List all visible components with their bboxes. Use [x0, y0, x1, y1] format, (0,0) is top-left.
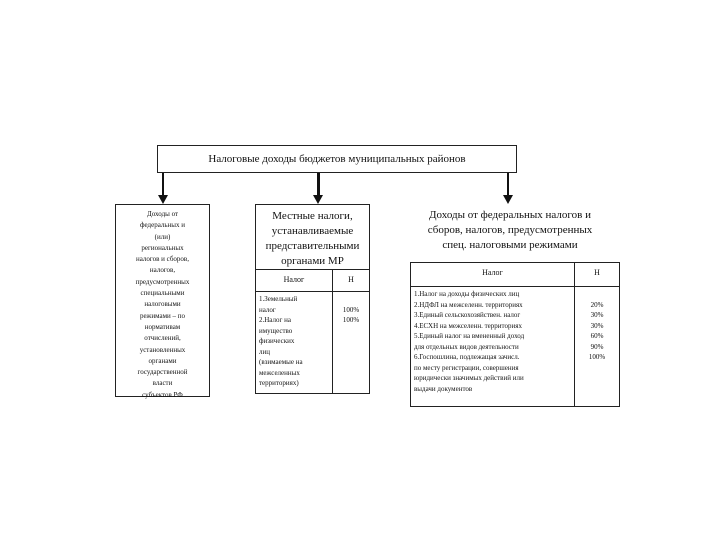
left-line: установленных [139, 345, 186, 354]
right-n-value [575, 289, 619, 300]
left-line: органами [148, 356, 177, 365]
left-box [115, 204, 210, 397]
middle-tax-line: межселенных [259, 368, 300, 377]
right-n-value: 60% [590, 332, 604, 340]
middle-tax-line: лиц [259, 347, 270, 356]
right-tax-line: выдачи документов [414, 384, 473, 393]
middle-tax-line: 1.Земельный [259, 295, 298, 303]
right-tax-line: по месту регистрации, совершения [414, 363, 519, 372]
arrow-middle [313, 195, 323, 204]
right-tax-line: 5.Единый налог на вмененный доход [414, 332, 525, 340]
right-tax-list [411, 287, 575, 406]
middle-tax-line: физических [259, 337, 295, 345]
middle-tax-line: налог [259, 305, 276, 314]
middle-header-line: устанавливаемые [271, 225, 354, 237]
right-n-value: 30% [590, 311, 604, 319]
connector-left [162, 173, 164, 195]
left-line: нормативам [144, 322, 181, 331]
right-table [410, 262, 620, 407]
left-line: налогов, [149, 266, 176, 275]
left-line: федеральных и [139, 221, 186, 230]
middle-tax-line: имущество [259, 326, 293, 335]
right-tax-line: 6.Госпошлина, подлежащая зачисл. [414, 353, 520, 361]
right-header-line: сборов, налогов, предусмотренных [427, 224, 593, 236]
right-header-line: Доходы от федеральных налогов и [429, 209, 591, 221]
top-title: Налоговые доходы бюджетов муниципальных районов [208, 153, 466, 165]
left-line: Доходы от [146, 210, 179, 218]
left-line: субъектов РФ [142, 390, 183, 399]
right-n-value: 100% [588, 353, 606, 361]
right-tax-line: 1.Налог на доходы физических лиц [414, 290, 520, 298]
right-n-value: 30% [590, 321, 604, 330]
middle-header [255, 204, 370, 269]
left-line: режимами – по [139, 311, 186, 320]
left-line: власти [152, 379, 173, 388]
top-box [157, 145, 517, 173]
right-n-list [575, 289, 619, 406]
middle-tax-list [256, 292, 333, 393]
right-col-n-header: Н [575, 263, 619, 287]
left-line: налоговыми [144, 300, 181, 309]
left-line: налогов и сборов, [136, 255, 189, 264]
middle-n-value [333, 294, 369, 305]
left-line: региональных [141, 243, 184, 252]
middle-n-value: 100% [342, 316, 360, 324]
arrow-left [158, 195, 168, 204]
middle-n-list [333, 294, 369, 393]
middle-header-line: органами МР [281, 255, 344, 267]
middle-tax-line: территориях) [259, 379, 299, 387]
middle-table [255, 269, 370, 394]
right-tax-line: 3.Единый сельскохозяйствен. налог [414, 311, 521, 319]
right-n-value: 90% [590, 342, 604, 351]
right-header [410, 204, 610, 262]
middle-header-line: представительными [265, 240, 360, 252]
right-tax-line: юридически значимых действий или [414, 374, 524, 382]
middle-col-n-header: Н [333, 270, 369, 292]
right-header-line: спец. налоговыми режимами [442, 239, 578, 251]
left-line: государственной [137, 368, 188, 377]
arrow-right [503, 195, 513, 204]
right-tax-line: 2.НДФЛ на межселенн. территориях [414, 300, 523, 309]
middle-col-tax-header: Налог [256, 270, 333, 292]
right-n-value: 20% [590, 300, 604, 309]
left-line: (или) [154, 232, 171, 241]
middle-tax-line: (взимаемые на [259, 358, 303, 366]
right-tax-line: для отдельных видов деятельности [414, 342, 519, 351]
right-tax-line: 4.ЕСХН на межселенн. территориях [414, 321, 522, 330]
middle-tax-line: 2.Налог на [259, 316, 291, 324]
middle-n-value: 100% [342, 305, 360, 314]
left-line: отчислений, [144, 334, 181, 343]
middle-header-line: Местные налоги, [272, 210, 353, 222]
left-line: специальными [140, 289, 185, 298]
connector-middle [317, 173, 320, 195]
left-line: предусмотренных [135, 277, 190, 286]
connector-right [507, 173, 509, 195]
right-col-tax-header: Налог [411, 263, 575, 287]
